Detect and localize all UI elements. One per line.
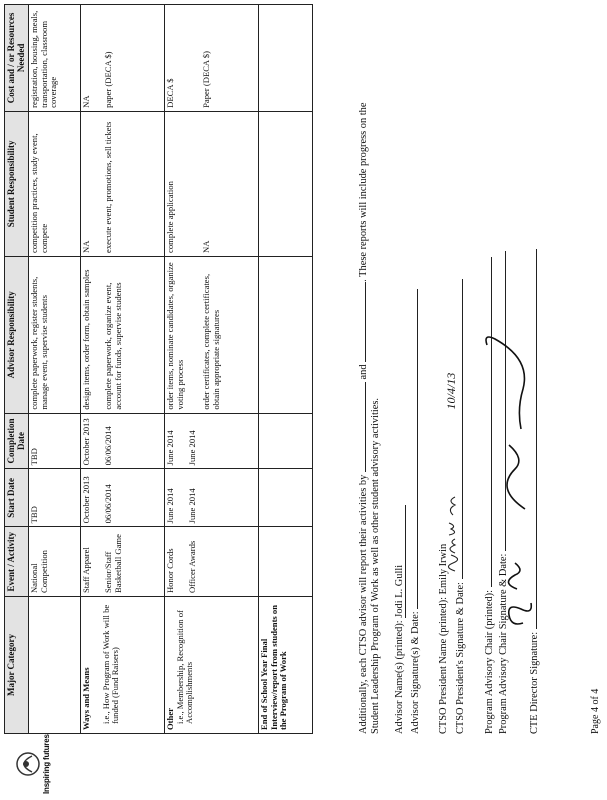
- table-row: [258, 5, 312, 734]
- completion-cell: [258, 413, 312, 469]
- student-cell: [258, 111, 312, 256]
- table-row: [164, 5, 258, 734]
- logo-mark-icon: [14, 744, 42, 784]
- advisor-cell: complete paperwork, register students, manage event, supervise students: [28, 256, 80, 413]
- category-cell: [28, 597, 80, 734]
- advisor-name-line: Advisor Name(s) (printed): Jodi L. Gulli: [393, 505, 407, 734]
- student-cell: competition practices, study event, compete: [28, 111, 80, 256]
- start-cell: June 2014 June 2014: [164, 469, 258, 527]
- student-cell: NA execute event, promotions, sell tickets: [80, 111, 164, 256]
- activity-cell: [258, 527, 312, 597]
- header-cost-resources: Cost and / or Resources Needed: [5, 5, 29, 112]
- organization-logo: [14, 734, 58, 794]
- table-header-row: [5, 5, 29, 734]
- activity-cell: National Competition: [28, 527, 80, 597]
- president-signature-field[interactable]: [444, 279, 463, 579]
- advisor-signature-blank[interactable]: [407, 289, 418, 609]
- advisor-name-value[interactable]: Jodi L. Gulli: [394, 505, 406, 618]
- header-start-date: Start Date: [5, 469, 29, 527]
- cost-cell: [258, 5, 312, 112]
- advisor-cell: design items, order form, obtain samples complete paperwork, organize event, account for funds, supervise students: [80, 256, 164, 413]
- reporting-sentence-continued: Student Leadership Program of Work as well as other student advisory activities.: [370, 397, 381, 734]
- director-signature-field[interactable]: [525, 249, 537, 629]
- page-number: Page 4 of 4: [590, 688, 601, 734]
- activity-cell: Staff Apparel Senior/Staff Basketball Game: [80, 527, 164, 597]
- start-cell: October 2013 06/06/2014: [80, 469, 164, 527]
- category-cell: Ways and Means i.e., How Program of Work will be funded (Fund Raisers): [80, 597, 164, 734]
- category-cell: End of School Year Final Interview/report from students on the Program of Work: [258, 597, 312, 734]
- header-completion-date: Completion Date: [5, 413, 29, 469]
- completion-cell: June 2014 June 2014: [164, 413, 258, 469]
- president-name-value[interactable]: Emily Irwin: [438, 543, 449, 595]
- program-of-work-table: [4, 4, 313, 734]
- start-cell: TBD: [28, 469, 80, 527]
- director-signature-line: CTE Director Signature:: [525, 249, 542, 734]
- table-row: [28, 5, 80, 734]
- student-cell: complete application NA: [164, 111, 258, 256]
- president-signature-date: 10/4/13: [444, 372, 458, 410]
- activity-cell: Honor Cords Officer Awards: [164, 527, 258, 597]
- report-date-2-blank[interactable]: [355, 282, 366, 362]
- cost-cell: registration, housing, meals, transportation, classroom coverage: [28, 5, 80, 112]
- reporting-sentence: Additionally, each CTSO advisor will report their activities by and . These reports will include progress on the: [355, 103, 371, 734]
- header-student-responsibility: Student Responsibility: [5, 111, 29, 256]
- president-handwritten-signature: [441, 485, 463, 575]
- advisor-cell: order items, nominate candidates, organize voting process order certificates, complete certificates, obtain appropriate signatures: [164, 256, 258, 413]
- header-advisor-responsibility: Advisor Responsibility: [5, 256, 29, 413]
- completion-cell: October 2013 06/06/2014: [80, 413, 164, 469]
- logo-text: Inspiring futures: [42, 734, 51, 794]
- advisor-signature-line: Advisor Signature(s) & Date:: [407, 289, 423, 734]
- chair-signature-line: Program Advisory Chair Signature & Date:: [495, 251, 511, 734]
- report-date-1-blank[interactable]: [355, 382, 366, 472]
- cost-cell: NA paper (DECA $): [80, 5, 164, 112]
- advisor-cell: [258, 256, 312, 413]
- president-name-line: CTSO President Name (printed): Emily Irwin: [438, 543, 449, 734]
- table-row: [80, 5, 164, 734]
- completion-cell: TBD: [28, 413, 80, 469]
- chair-name-line: Program Advisory Chair (printed):: [481, 257, 497, 734]
- start-cell: [258, 469, 312, 527]
- header-event-activity: Event / Activity: [5, 527, 29, 597]
- category-cell: Other i.e., Membership, Recognition of Accomplishments: [164, 597, 258, 734]
- director-handwritten-signature: [481, 299, 539, 629]
- cost-cell: DECA $ Paper (DECA $): [164, 5, 258, 112]
- header-major-category: Major Category: [5, 597, 29, 734]
- president-signature-line: CTSO President's Signature & Date: 10/4/13: [451, 279, 468, 734]
